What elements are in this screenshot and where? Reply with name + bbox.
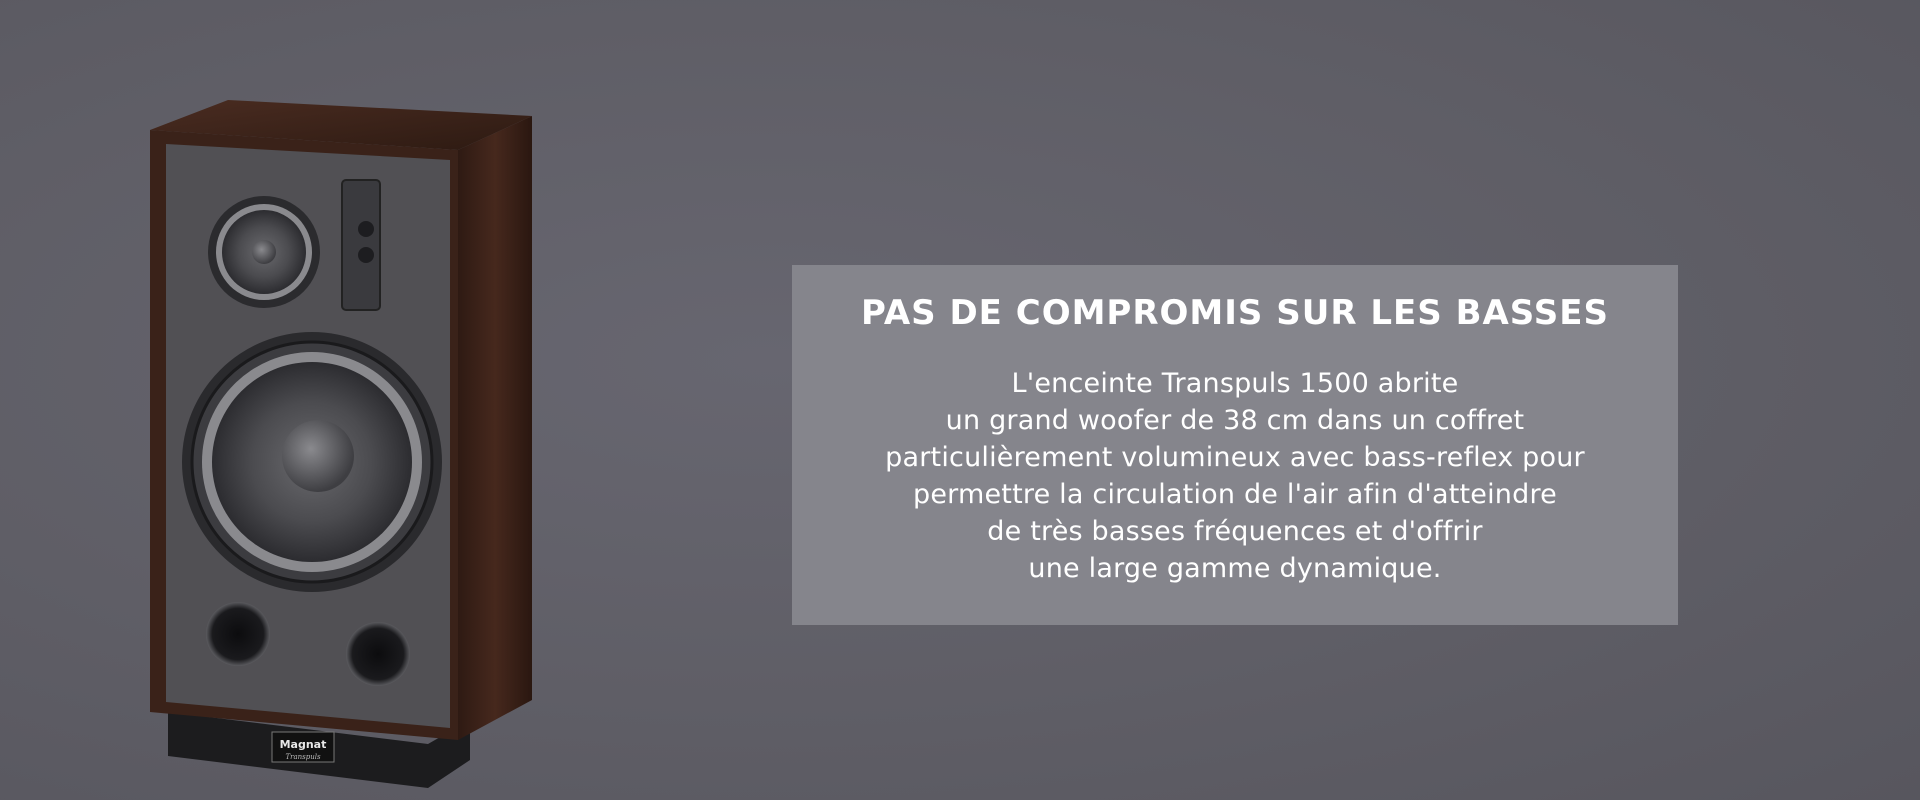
feature-panel — [792, 265, 1678, 625]
woofer-dome — [282, 420, 354, 492]
tweeter-horn — [342, 180, 380, 310]
bass-port-right — [346, 622, 410, 686]
body-line: une large gamme dynamique. — [1028, 553, 1442, 584]
panel-body — [885, 365, 1585, 587]
midrange-dome — [252, 240, 276, 264]
body-line: permettre la circulation de l'air afin d'atteindre — [913, 479, 1557, 510]
tweeter-dome-1 — [358, 221, 374, 237]
body-line: de très basses fréquences et d'offrir — [987, 516, 1483, 547]
bass-port-left — [206, 602, 270, 666]
brand-logo-text: Magnat — [279, 738, 327, 751]
body-line: L'enceinte Transpuls 1500 abrite — [1011, 368, 1459, 399]
body-line: un grand woofer de 38 cm dans un coffret — [945, 405, 1525, 436]
body-line: particulièrement volumineux avec bass-reflex pour — [885, 442, 1585, 473]
tweeter-dome-2 — [358, 247, 374, 263]
panel-heading: PAS DE COMPROMIS SUR LES BASSES — [861, 293, 1609, 333]
cabinet-side — [458, 116, 532, 740]
model-logo-text: Transpuls — [285, 753, 321, 761]
